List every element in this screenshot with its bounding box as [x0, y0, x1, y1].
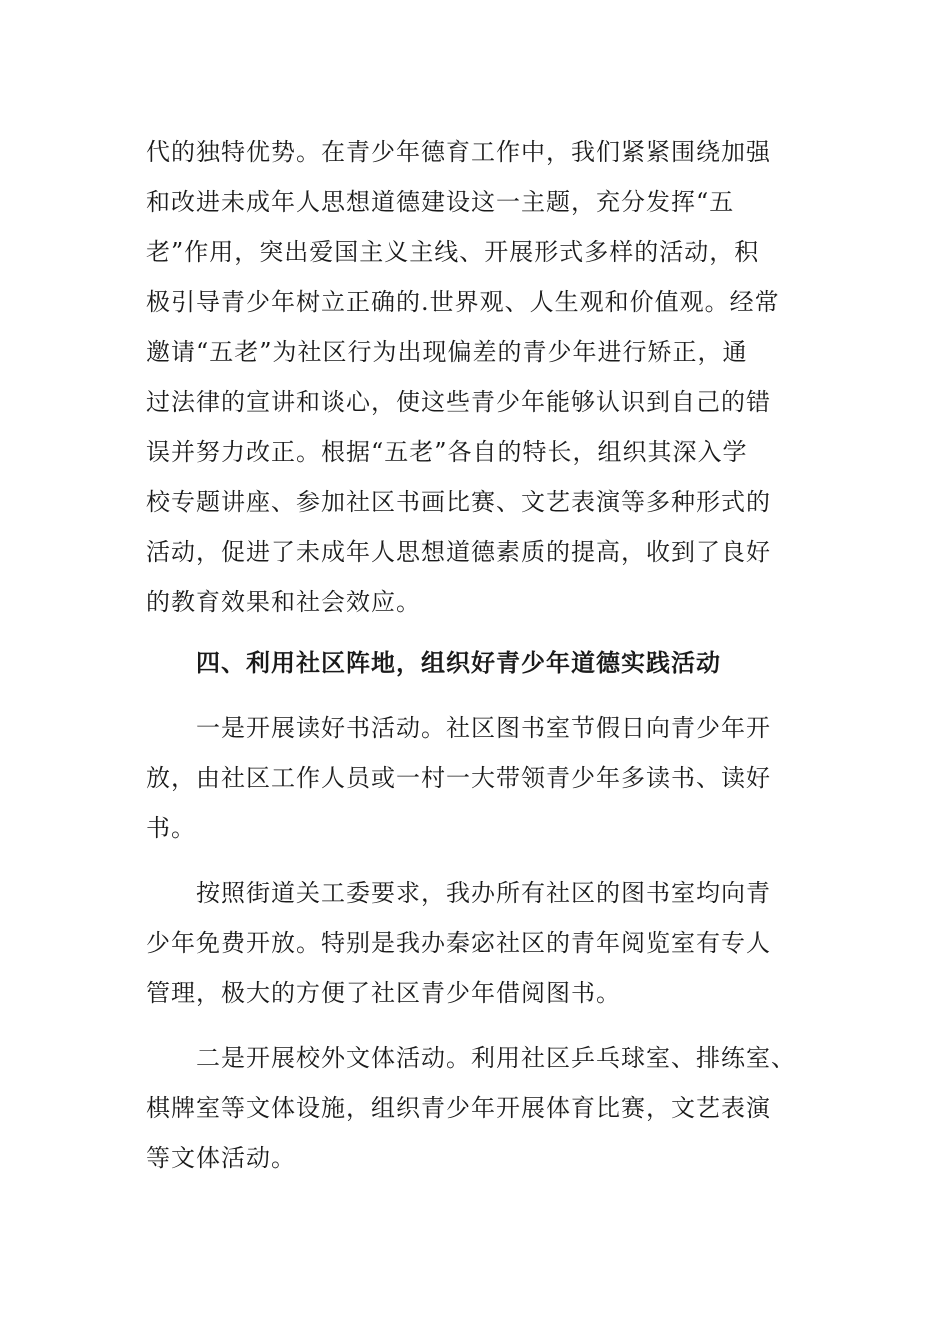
paragraph-1-line-10: 的教育效果和社会效应。	[146, 588, 421, 616]
paragraph-1-line-6: 过法律的宣讲和谈心，使这些青少年能够认识到自己的错	[146, 388, 771, 416]
paragraph-3-line-1: 按照街道关工委要求，我办所有社区的图书室均向青	[196, 879, 771, 907]
paragraph-1-line-7: 误并努力改正。根据“五老”各自的特长，组织其深入学	[146, 438, 748, 466]
paragraph-4-line-1: 二是开展校外文体活动。利用社区乒乓球室、排练室、	[196, 1044, 796, 1072]
paragraph-2-line-2: 放，由社区工作人员或一村一大带领青少年多读书、读好	[146, 764, 771, 792]
paragraph-3-line-2: 少年免费开放。特别是我办秦宓社区的青年阅览室有专人	[146, 929, 771, 957]
paragraph-1-line-5: 邀请“五老”为社区行为出现偏差的青少年进行矫正，通	[146, 338, 748, 366]
paragraph-1-line-9: 活动，促进了未成年人思想道德素质的提高，收到了良好	[146, 538, 771, 566]
paragraph-2-line-3: 书。	[146, 814, 196, 842]
paragraph-4-line-3: 等文体活动。	[146, 1144, 296, 1172]
paragraph-1-line-8: 校专题讲座、参加社区书画比赛、文艺表演等多种形式的	[146, 488, 771, 516]
paragraph-1-line-3: 老”作用，突出爱国主义主线、开展形式多样的活动，积	[146, 238, 760, 266]
paragraph-1-line-4: 极引导青少年树立正确的.世界观、人生观和价值观。经常	[146, 288, 780, 316]
paragraph-1-line-2: 和改进未成年人思想道德建设这一主题，充分发挥“五	[146, 188, 735, 216]
paragraph-1-line-1: 代的独特优势。在青少年德育工作中，我们紧紧围绕加强	[146, 138, 771, 166]
paragraph-4-line-2: 棋牌室等文体设施，组织青少年开展体育比赛，文艺表演	[146, 1094, 771, 1122]
paragraph-3-line-3: 管理，极大的方便了社区青少年借阅图书。	[146, 979, 621, 1007]
section-heading: 四、利用社区阵地，组织好青少年道德实践活动	[196, 649, 721, 677]
paragraph-2-line-1: 一是开展读好书活动。社区图书室节假日向青少年开	[196, 714, 771, 742]
